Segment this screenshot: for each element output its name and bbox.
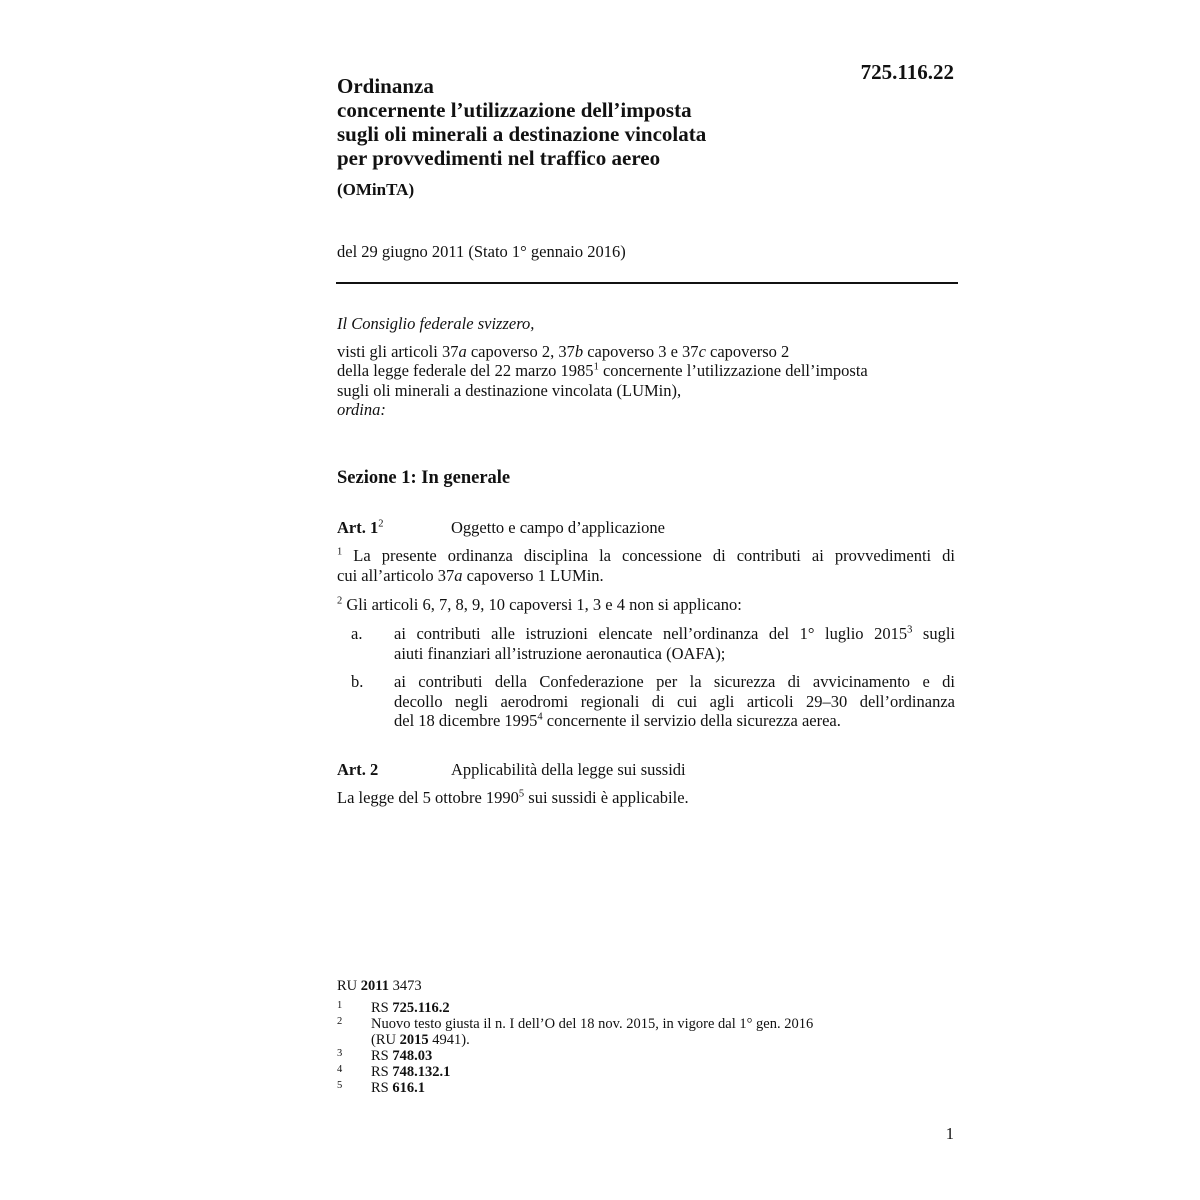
text-run: (RU (371, 1032, 400, 1048)
footnote (337, 1064, 957, 1080)
text-run: cui all’articolo 37 (337, 565, 455, 585)
footnote-number: 5 (337, 1080, 343, 1091)
sr-number: 725.116.22 (860, 60, 954, 84)
text-run: ai contributi alle istruzioni elencate nell’ordinanza del 1° luglio 2015 (394, 624, 908, 643)
official-compilation-reference (337, 978, 422, 995)
title-line: per provvedimenti nel traffico aereo (337, 146, 661, 170)
preamble-ordina: ordina: (337, 400, 386, 419)
footnote-number: 1 (337, 1000, 343, 1011)
text-run: concernente l’utilizzazione dell’imposta (598, 361, 868, 380)
text-run: Gli articoli 6, 7, 8, 9, 10 capoversi 1, 3 e 4 non si applicano: (342, 595, 742, 614)
text-run: RS (371, 1048, 393, 1064)
section-title: Sezione 1: In generale (337, 468, 511, 488)
text-run: RU (337, 978, 361, 994)
text-run: 748.03 (392, 1048, 433, 1064)
paragraph-line (337, 566, 955, 586)
footnote-number: 3 (337, 1048, 343, 1059)
text-run: sui sussidi è applicabile. (524, 788, 689, 807)
footnote-ref[interactable]: 2 (378, 518, 384, 530)
list-line: decollo negli aerodromi regionali di cui agli articoli 29–30 dell’ordinanza (394, 691, 955, 711)
text-run: La presente ordinanza disciplina la concessione di contributi ai provvedimenti di (342, 546, 955, 565)
text-run: La legge del 5 ottobre 1990 (337, 788, 519, 807)
text-run: 2015 (399, 1032, 429, 1048)
text-run: 4941). (428, 1032, 470, 1048)
article-2-heading (337, 760, 686, 780)
text-run: RS (371, 1000, 393, 1016)
text-run: visti gli articoli 37 (337, 341, 459, 361)
article-title: Oggetto e campo d’applicazione (451, 518, 665, 537)
footnote-text (371, 1032, 470, 1048)
text-run: 2011 (360, 978, 389, 994)
paragraph-number: 1 (337, 546, 343, 558)
paragraph-line (337, 595, 955, 615)
paragraph-line (337, 788, 955, 808)
footnote-text: Nuovo testo giusta il n. I dell’O del 18 nov. 2015, in vigore dal 1° gen. 2016 (371, 1016, 814, 1032)
footnote-number: 4 (337, 1064, 343, 1075)
article-1-heading (337, 518, 665, 538)
text-run: RS (371, 1064, 393, 1080)
text-run: RS (371, 1080, 393, 1096)
horizontal-rule (336, 282, 958, 284)
footnote (337, 1000, 957, 1016)
list-line: aiuti finanziari all’istruzione aeronautica (OAFA); (394, 643, 726, 663)
preamble-line (337, 342, 957, 362)
text-run: 3473 (388, 978, 422, 994)
text-run: sugli (912, 624, 955, 643)
document-title (337, 74, 817, 170)
text-run: b (574, 341, 584, 361)
paragraph-number: 2 (337, 595, 343, 607)
footnote-text (371, 1080, 425, 1096)
article-number: Art. 2 (337, 760, 379, 779)
footnotes (337, 1000, 957, 1096)
article-2-paragraph (337, 788, 955, 808)
list-line: ai contributi della Confederazione per la sicurezza di avvicinamento e di (394, 672, 955, 691)
footnote-ref[interactable]: 1 (593, 361, 599, 373)
text-run: della legge federale del 22 marzo 1985 (337, 361, 594, 380)
text-run: capoverso 2 (705, 341, 790, 361)
title-abbreviation: (OMinTA) (337, 180, 415, 199)
title-line: sugli oli minerali a destinazione vincolata (337, 122, 707, 146)
article-title: Applicabilità della legge sui sussidi (451, 760, 686, 779)
footnote-number: 2 (337, 1016, 343, 1027)
text-run: a (454, 565, 463, 585)
article-1-paragraph-1 (337, 546, 955, 585)
text-run: c (698, 341, 706, 361)
text-run: 748.132.1 (392, 1064, 451, 1080)
footnote (337, 1080, 957, 1096)
text-run: capoverso 2, 37 (466, 341, 575, 361)
list-line (394, 624, 955, 644)
footnote-text (371, 1064, 450, 1080)
footnote-ref[interactable]: 3 (907, 624, 913, 636)
footnote-continuation (337, 1032, 957, 1048)
date-status-line: del 29 giugno 2011 (Stato 1° gennaio 2016) (337, 242, 626, 261)
list-marker: a. (351, 624, 363, 643)
list-line (394, 711, 955, 731)
text-run: Art. 1 (337, 518, 379, 537)
text-run: del 18 dicembre 1995 (394, 711, 538, 730)
text-run: capoverso 1 LUMin. (462, 565, 604, 585)
text-run: a (458, 341, 467, 361)
preamble-authority: Il Consiglio federale svizzero, (337, 314, 535, 333)
title-line: concernente l’utilizzazione dell’imposta (337, 98, 692, 122)
footnote-text (371, 1000, 450, 1016)
article-1-paragraph-2 (337, 595, 955, 615)
text-run: 725.116.2 (392, 1000, 450, 1016)
preamble-line (337, 361, 957, 381)
footnote-text (371, 1048, 432, 1064)
footnote-ref[interactable]: 4 (537, 711, 543, 723)
paragraph-line (337, 546, 955, 566)
list-marker: b. (351, 672, 364, 691)
article-number (337, 518, 451, 538)
title-line: Ordinanza (337, 74, 434, 98)
text-run: capoverso 3 e 37 (583, 341, 699, 361)
list-item-text (394, 672, 955, 731)
page-number: 1 (945, 1124, 954, 1143)
footnote (337, 1048, 957, 1064)
text-run: 616.1 (392, 1080, 425, 1096)
footnote (337, 1016, 957, 1032)
list-item-text (394, 624, 955, 663)
preamble (337, 314, 957, 420)
footnote-ref[interactable]: 5 (518, 788, 525, 800)
text-run: concernente il servizio della sicurezza aerea. (542, 711, 841, 730)
preamble-line: sugli oli minerali a destinazione vincolata (LUMin), (337, 380, 682, 400)
